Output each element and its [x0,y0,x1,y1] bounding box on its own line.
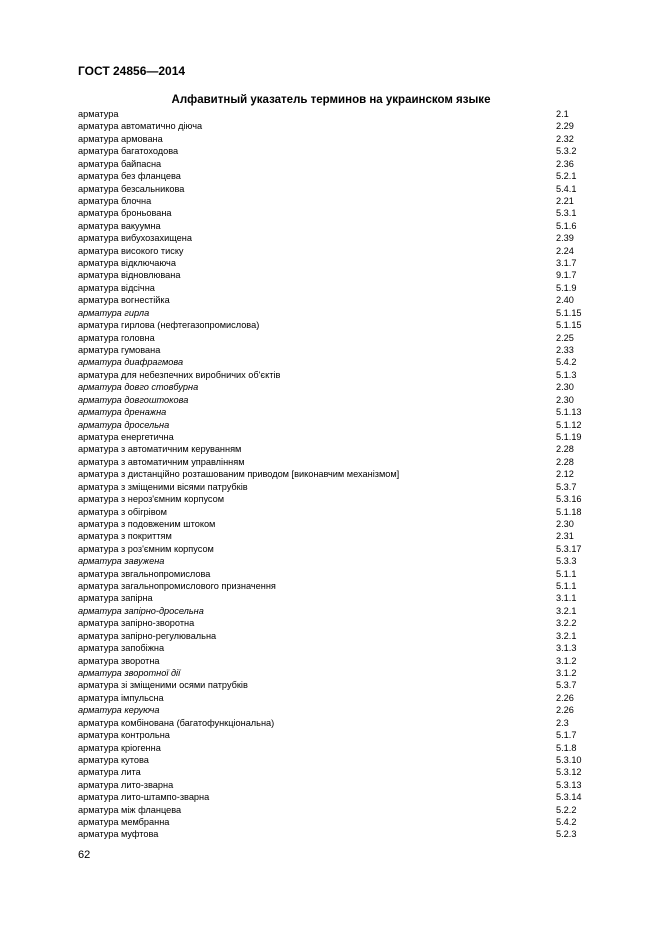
page-number: 62 [78,849,91,861]
index-term: арматура кріогенна [78,742,161,753]
index-term: арматура гирлова (нефтегазопромислова) [78,320,260,331]
index-term: арматура блочна [78,195,152,206]
index-term: арматура керуюча [78,705,160,716]
index-entry [78,630,598,642]
index-term: арматура з автоматичним управлінням [78,456,245,467]
index-reference: 2.26 [556,692,574,703]
index-entry [78,120,598,132]
index-entry [78,717,598,729]
index-term: арматура запірно-регулювальна [78,630,217,641]
index-term: арматура довго стовбурна [78,382,199,393]
standard-header: ГОСТ 24856—2014 [78,64,186,78]
index-term: арматура дросельна [78,419,170,430]
index-entry [78,679,598,691]
index-entry [78,779,598,791]
index-term: арматура зворотна [78,655,160,666]
index-term: арматура загальнопромислового призначення [78,581,276,592]
index-reference: 2.40 [556,295,574,306]
index-title: Алфавитный указатель терминов на украинском языке [171,94,491,106]
index-entry [78,158,598,170]
index-entry [78,704,598,716]
index-reference: 5.3.16 [556,494,582,505]
index-entry [78,307,598,319]
index-entry [78,456,598,468]
index-term: арматура безсальникова [78,183,185,194]
index-reference: 5.4.2 [556,817,577,828]
index-reference: 5.3.3 [556,556,577,567]
index-entry [78,580,598,592]
index-reference: 3.2.2 [556,618,577,629]
index-entry [78,394,598,406]
index-reference: 2.36 [556,158,574,169]
index-entry [78,269,598,281]
index-entry [78,245,598,257]
index-entry [78,655,598,667]
index-entry [78,294,598,306]
index-reference: 5.1.6 [556,220,577,231]
index-term: арматура імпульсна [78,692,164,703]
index-entry [78,406,598,418]
index-term: арматура з покриттям [78,531,172,542]
index-entry [78,617,598,629]
index-reference: 5.1.15 [556,307,582,318]
index-term: арматура з обігрівом [78,506,167,517]
index-reference: 5.1.3 [556,369,577,380]
index-entry [78,791,598,803]
index-entry [78,592,598,604]
index-term: арматура з дистанційно розташованим приводом [виконавчим механізмом] [78,469,400,480]
index-term: арматура вибухозахищена [78,233,192,244]
index-reference: 3.2.1 [556,630,577,641]
index-entry [78,493,598,505]
index-entry [78,543,598,555]
index-reference: 2.31 [556,531,574,542]
index-term: арматура вакуумна [78,220,161,231]
index-entry [78,481,598,493]
index-entry [78,356,598,368]
index-reference: 5.1.13 [556,407,582,418]
index-entry [78,667,598,679]
index-reference: 5.1.7 [556,730,577,741]
index-term: арматура гумована [78,345,161,356]
index-reference: 2.33 [556,345,574,356]
index-term: арматура головна [78,332,155,343]
index-entry [78,207,598,219]
index-term: арматура з автоматичним керуванням [78,444,242,455]
index-reference: 2.21 [556,195,574,206]
index-reference: 2.24 [556,245,574,256]
index-entry [78,443,598,455]
index-term: арматура гирла [78,307,150,318]
index-entry [78,332,598,344]
index-reference: 5.1.15 [556,320,582,331]
index-reference: 2.1 [556,109,569,119]
index-entry [78,605,598,617]
index-entry [78,369,598,381]
index-entry [78,183,598,195]
index-term: арматура з подовженим штоком [78,518,216,529]
index-reference: 5.3.7 [556,680,577,691]
index-term: арматура контрольна [78,730,170,741]
index-reference: 2.30 [556,394,574,405]
index-term: арматура вогнестійка [78,295,170,306]
index-term: арматура відсічна [78,282,155,293]
index-entry [78,692,598,704]
index-entry [78,220,598,232]
index-reference: 2.12 [556,469,574,480]
index-term: арматура з нероз'ємним корпусом [78,494,225,505]
index-entry [78,344,598,356]
index-entry [78,828,598,840]
index-entry [78,108,598,120]
index-term: арматура байпасна [78,158,162,169]
index-entry [78,766,598,778]
index-entry [78,431,598,443]
index-term: арматура запірна [78,593,153,604]
index-term: арматура високого тиску [78,245,184,256]
index-term: арматура броньована [78,208,172,219]
index-term: арматура зі зміщеними осями патрубків [78,680,248,691]
index-reference: 3.1.3 [556,643,577,654]
index-term: арматура дренажна [78,407,167,418]
index-reference: 2.32 [556,133,574,144]
index-reference: 5.4.2 [556,357,577,368]
index-entry [78,530,598,542]
index-term: арматура без фланцева [78,171,181,182]
index-term: арматура [78,109,119,119]
index-reference: 5.1.9 [556,282,577,293]
index-reference: 2.29 [556,121,574,132]
index-reference: 5.2.2 [556,804,577,815]
index-entry [78,381,598,393]
index-reference: 5.1.1 [556,568,577,579]
index-term: арматура між фланцева [78,804,182,815]
index-term: арматура кутова [78,754,149,765]
index-reference: 2.30 [556,518,574,529]
index-reference: 2.3 [556,717,569,728]
index-entry [78,232,598,244]
index-entry [78,419,598,431]
index-entry [78,468,598,480]
index-term: арматура для небезпечних виробничих об'єктів [78,369,281,380]
index-reference: 5.3.14 [556,792,582,803]
index-reference: 2.30 [556,382,574,393]
term-index-list [78,108,598,841]
index-reference: 2.39 [556,233,574,244]
index-term: арматура армована [78,133,163,144]
index-entry [78,804,598,816]
index-reference: 9.1.7 [556,270,577,281]
index-reference: 3.1.2 [556,667,577,678]
index-entry [78,742,598,754]
index-term: арматура запірно-дросельна [78,605,204,616]
index-reference: 5.3.12 [556,767,582,778]
index-entry [78,816,598,828]
index-term: арматура відключаюча [78,258,176,269]
index-term: арматура з зміщеними вісями патрубків [78,481,248,492]
index-entry [78,195,598,207]
index-reference: 5.3.17 [556,543,582,554]
index-term: арматура багатоходова [78,146,179,157]
index-entry [78,568,598,580]
index-term: арматура муфтова [78,829,159,840]
index-entry [78,518,598,530]
index-term: арматура довгоштокова [78,394,189,405]
index-reference: 5.1.1 [556,581,577,592]
index-reference: 5.3.2 [556,146,577,157]
index-entry [78,319,598,331]
index-term: арматура комбінована (багатофункціональна) [78,717,275,728]
index-term: арматура мембранна [78,817,170,828]
index-entry [78,506,598,518]
index-reference: 2.28 [556,444,574,455]
index-reference: 5.1.12 [556,419,582,430]
index-entry [78,642,598,654]
index-term: арматура завужена [78,556,165,567]
index-term: арматура автоматично діюча [78,121,203,132]
index-term: арматура відновлювана [78,270,181,281]
index-reference: 5.1.18 [556,506,582,517]
index-term: арматура запірно-зворотна [78,618,195,629]
index-term: арматура звгальнопромислова [78,568,211,579]
index-reference: 5.1.19 [556,431,582,442]
index-reference: 5.4.1 [556,183,577,194]
index-reference: 5.2.3 [556,829,577,840]
index-entry [78,282,598,294]
index-reference: 5.2.1 [556,171,577,182]
index-reference: 5.3.1 [556,208,577,219]
index-reference: 2.26 [556,705,574,716]
index-term: арматура лито-зварна [78,779,174,790]
index-reference: 5.3.13 [556,779,582,790]
index-entry [78,257,598,269]
index-term: арматура диафрагмова [78,357,184,368]
index-entry [78,729,598,741]
index-entry [78,555,598,567]
index-term: арматура зворотної дії [78,667,181,678]
index-reference: 5.3.10 [556,754,582,765]
index-reference: 2.25 [556,332,574,343]
index-reference: 3.1.2 [556,655,577,666]
index-reference: 3.2.1 [556,605,577,616]
index-term: арматура лито-штампо-зварна [78,792,210,803]
index-entry [78,133,598,145]
index-entry [78,145,598,157]
index-reference: 3.1.7 [556,258,577,269]
index-reference: 3.1.1 [556,593,577,604]
index-reference: 2.28 [556,456,574,467]
index-term: арматура енергетична [78,431,174,442]
index-term: арматура лита [78,767,141,778]
index-reference: 5.1.8 [556,742,577,753]
index-entry [78,754,598,766]
index-term: арматура з роз'ємним корпусом [78,543,214,554]
index-term: арматура запобіжна [78,643,165,654]
index-reference: 5.3.7 [556,481,577,492]
index-entry [78,170,598,182]
